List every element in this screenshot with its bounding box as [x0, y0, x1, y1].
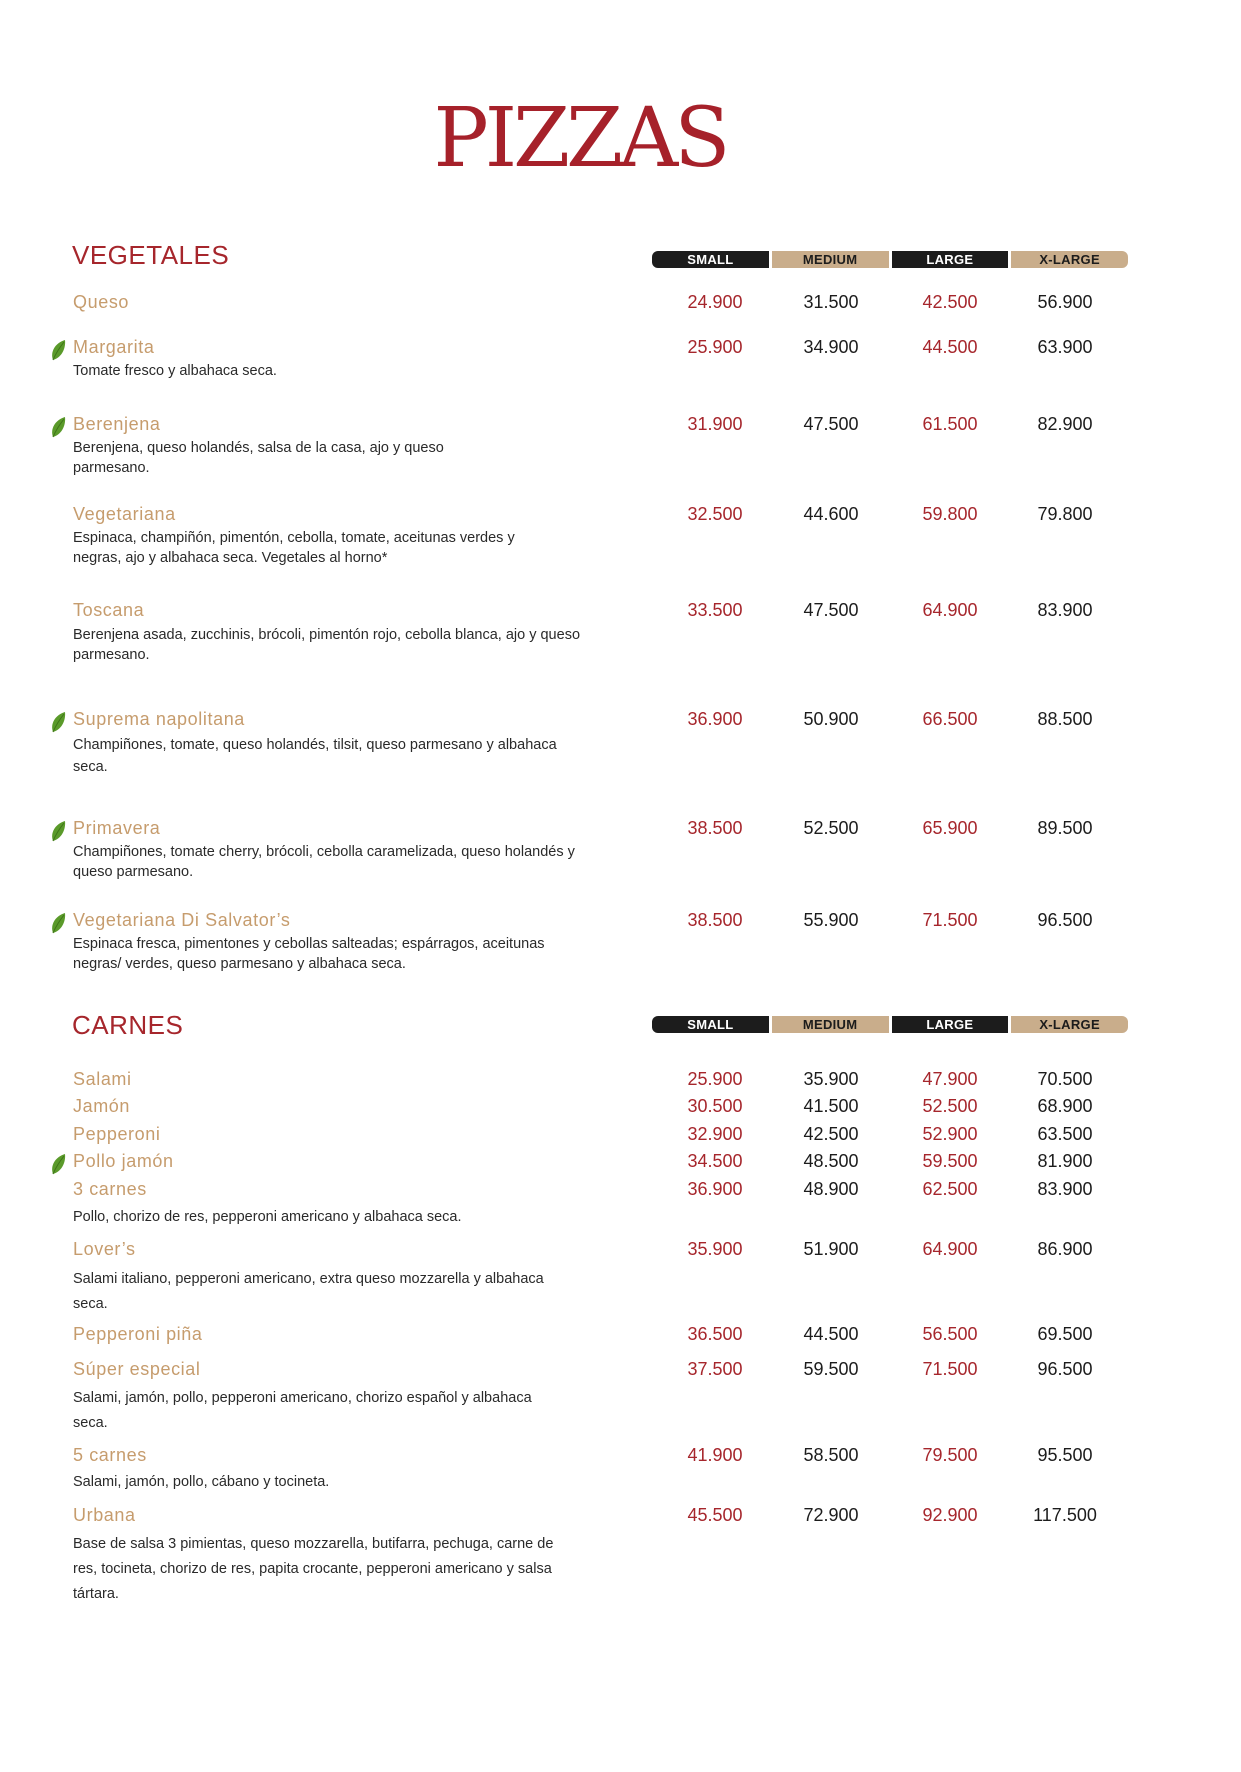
price-xlarge: 70.500	[1037, 1069, 1093, 1089]
item-description: Espinaca, champiñón, pimentón, cebolla, tomate, aceitunas verdes y negras, ajo y albahaca seca. Vegetales al horno*	[73, 530, 515, 566]
price-medium: 48.500	[803, 1151, 859, 1171]
price-xlarge: 63.900	[1037, 337, 1093, 357]
price-medium: 34.900	[803, 337, 859, 357]
price-small: 36.900	[687, 709, 743, 729]
item-description: Berenjena, queso holandés, salsa de la casa, ajo y queso parmesano.	[73, 440, 444, 476]
price-medium: 47.500	[803, 600, 859, 620]
leaf-icon	[50, 711, 66, 733]
price-small: 36.900	[687, 1179, 743, 1199]
item-name: Queso	[73, 292, 130, 312]
price-small: 32.500	[687, 504, 743, 524]
price-xlarge: 88.500	[1037, 709, 1093, 729]
item-name: Súper especial	[73, 1359, 201, 1379]
price-large: 52.900	[922, 1124, 978, 1144]
price-medium: 51.900	[803, 1239, 859, 1259]
price-medium: 50.900	[803, 709, 859, 729]
price-medium: 31.500	[803, 292, 859, 312]
size-header-carnes	[652, 1016, 1128, 1033]
price-large: 42.500	[922, 292, 978, 312]
item-name: Margarita	[73, 337, 155, 357]
item-name: Suprema napolitana	[73, 709, 245, 729]
price-xlarge: 89.500	[1037, 818, 1093, 838]
item-name: Vegetariana Di Salvator’s	[73, 910, 291, 930]
price-large: 44.500	[922, 337, 978, 357]
price-large: 92.900	[922, 1505, 978, 1525]
price-medium: 41.500	[803, 1096, 859, 1116]
price-medium: 52.500	[803, 818, 859, 838]
price-medium: 58.500	[803, 1445, 859, 1465]
price-medium: 48.900	[803, 1179, 859, 1199]
price-medium: 72.900	[803, 1505, 859, 1525]
price-xlarge: 79.800	[1037, 504, 1093, 524]
item-name: Jamón	[73, 1096, 131, 1116]
page-title: PIZZAS	[433, 91, 727, 186]
price-small: 38.500	[687, 818, 743, 838]
item-name: Pepperoni	[73, 1124, 161, 1144]
size-large-label: LARGE	[892, 251, 1009, 268]
size-header-vegetales	[652, 251, 1128, 268]
price-small: 31.900	[687, 414, 743, 434]
item-description: Espinaca fresca, pimentones y cebollas salteadas; espárragos, aceitunas negras/ verdes, queso parmesano y albahaca seca.	[73, 936, 545, 972]
price-small: 24.900	[687, 292, 743, 312]
price-xlarge: 82.900	[1037, 414, 1093, 434]
price-large: 62.500	[922, 1179, 978, 1199]
size-large-label: LARGE	[892, 1016, 1009, 1033]
price-small: 32.900	[687, 1124, 743, 1144]
item-name: Salami	[73, 1069, 132, 1089]
price-small: 25.900	[687, 337, 743, 357]
size-small-label: SMALL	[652, 251, 769, 268]
price-medium: 47.500	[803, 414, 859, 434]
price-xlarge: 69.500	[1037, 1324, 1093, 1344]
leaf-icon	[50, 912, 66, 934]
size-xlarge-label: X-LARGE	[1011, 251, 1128, 268]
price-large: 64.900	[922, 1239, 978, 1259]
price-medium: 44.500	[803, 1324, 859, 1344]
size-xlarge-label: X-LARGE	[1011, 1016, 1128, 1033]
price-large: 66.500	[922, 709, 978, 729]
price-large: 61.500	[922, 414, 978, 434]
item-description: Champiñones, tomate cherry, brócoli, cebolla caramelizada, queso holandés y queso parmesano.	[73, 844, 575, 880]
leaf-icon	[50, 820, 66, 842]
size-medium-label: MEDIUM	[772, 251, 889, 268]
price-xlarge: 86.900	[1037, 1239, 1093, 1259]
price-small: 38.500	[687, 910, 743, 930]
item-name: Vegetariana	[73, 504, 176, 524]
price-small: 25.900	[687, 1069, 743, 1089]
price-xlarge: 68.900	[1037, 1096, 1093, 1116]
price-small: 30.500	[687, 1096, 743, 1116]
price-medium: 55.900	[803, 910, 859, 930]
size-medium-label: MEDIUM	[772, 1016, 889, 1033]
price-small: 33.500	[687, 600, 743, 620]
leaf-icon	[50, 416, 66, 438]
item-description: Pollo, chorizo de res, pepperoni americano y albahaca seca.	[73, 1209, 462, 1225]
price-large: 59.800	[922, 504, 978, 524]
price-xlarge: 96.500	[1037, 1359, 1093, 1379]
price-large: 47.900	[922, 1069, 978, 1089]
item-name: Lover’s	[73, 1239, 136, 1259]
item-name: Pollo jamón	[73, 1151, 174, 1171]
item-name: 5 carnes	[73, 1445, 147, 1465]
leaf-icon	[50, 339, 66, 361]
item-description: Salami italiano, pepperoni americano, extra queso mozzarella y albahaca seca.	[73, 1271, 544, 1312]
item-description: Champiñones, tomate, queso holandés, tilsit, queso parmesano y albahaca seca.	[73, 737, 557, 775]
price-small: 34.500	[687, 1151, 743, 1171]
item-name: Urbana	[73, 1505, 136, 1525]
price-large: 64.900	[922, 600, 978, 620]
item-name: 3 carnes	[73, 1179, 147, 1199]
item-name: Primavera	[73, 818, 161, 838]
leaf-icon	[50, 1153, 66, 1175]
price-xlarge: 63.500	[1037, 1124, 1093, 1144]
price-medium: 35.900	[803, 1069, 859, 1089]
price-small: 45.500	[687, 1505, 743, 1525]
price-xlarge: 95.500	[1037, 1445, 1093, 1465]
section-title-carnes: CARNES	[72, 1010, 184, 1040]
item-name: Berenjena	[73, 414, 161, 434]
item-description: Salami, jamón, pollo, pepperoni americano, chorizo español y albahaca seca.	[73, 1390, 532, 1431]
item-description: Berenjena asada, zucchinis, brócoli, pimentón rojo, cebolla blanca, ajo y queso parmesano.	[73, 627, 581, 663]
price-small: 37.500	[687, 1359, 743, 1379]
section-title-vegetales: VEGETALES	[72, 240, 230, 270]
price-large: 56.500	[922, 1324, 978, 1344]
price-large: 71.500	[922, 910, 978, 930]
price-medium: 59.500	[803, 1359, 859, 1379]
item-description: Salami, jamón, pollo, cábano y tocineta.	[73, 1474, 330, 1490]
item-description: Base de salsa 3 pimientas, queso mozzarella, butifarra, pechuga, carne de res, tocineta, chorizo de res, papita crocante, pepperoni americano y salsa tártara.	[73, 1536, 554, 1602]
price-large: 52.500	[922, 1096, 978, 1116]
price-medium: 42.500	[803, 1124, 859, 1144]
price-xlarge: 81.900	[1037, 1151, 1093, 1171]
price-small: 41.900	[687, 1445, 743, 1465]
size-small-label: SMALL	[652, 1016, 769, 1033]
price-large: 71.500	[922, 1359, 978, 1379]
item-name: Toscana	[73, 600, 145, 620]
price-large: 65.900	[922, 818, 978, 838]
item-description: Tomate fresco y albahaca seca.	[73, 363, 277, 379]
price-xlarge: 83.900	[1037, 1179, 1093, 1199]
price-medium: 44.600	[803, 504, 859, 524]
price-xlarge: 117.500	[1033, 1505, 1097, 1525]
item-name: Pepperoni piña	[73, 1324, 203, 1344]
price-large: 59.500	[922, 1151, 978, 1171]
price-xlarge: 83.900	[1037, 600, 1093, 620]
price-large: 79.500	[922, 1445, 978, 1465]
price-small: 36.500	[687, 1324, 743, 1344]
price-xlarge: 56.900	[1037, 292, 1093, 312]
price-xlarge: 96.500	[1037, 910, 1093, 930]
price-small: 35.900	[687, 1239, 743, 1259]
